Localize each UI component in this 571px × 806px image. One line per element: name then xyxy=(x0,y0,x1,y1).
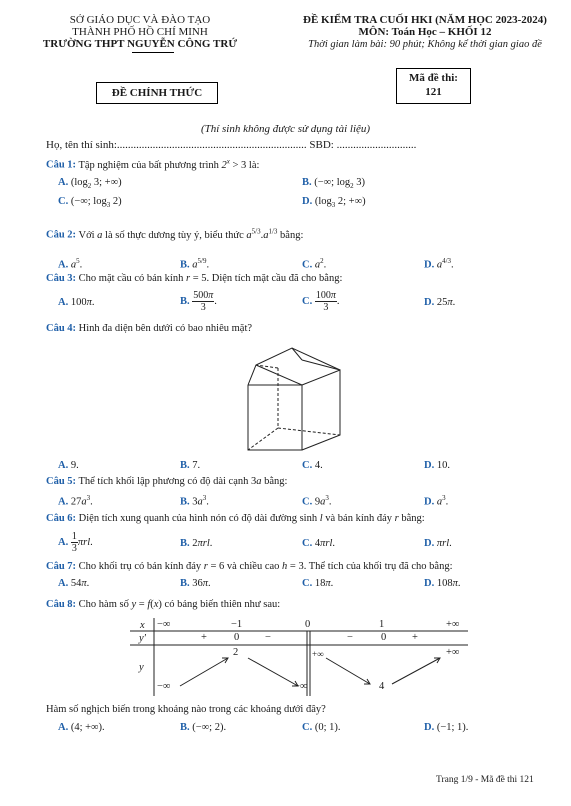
no-materials-note: (Thí sinh không được sử dụng tài liệu) xyxy=(200,123,371,135)
q5-option-c[interactable]: C. $9a^3$. xyxy=(302,494,332,508)
question-5 xyxy=(46,476,287,487)
question-8 xyxy=(46,599,280,610)
q8-text: Cho hàm số y = f(x) có bảng biến thiên như sau: xyxy=(78,599,281,610)
q4-option-b[interactable]: B. 7. xyxy=(180,460,201,471)
exam-code-value: 121 xyxy=(425,86,442,98)
q7-text: Cho khối trụ có bán kính đáy r = 6 và chiều cao h = 3. Thể tích của khối trụ đã cho bằng: xyxy=(78,561,453,572)
q3-option-a[interactable]: A. 100π. xyxy=(58,297,95,308)
q4-option-a[interactable]: A. 9. xyxy=(58,460,79,471)
q1-option-b[interactable]: B. (−∞; $\log_2 3$) xyxy=(302,177,366,191)
q1-option-d[interactable]: D. ($\log_3$ 2; +∞) xyxy=(302,196,366,210)
q8-option-d[interactable]: D. (−1; 1). xyxy=(424,722,469,733)
exam-code-label: Mã đề thi: xyxy=(409,72,458,84)
q4-label: Câu 4: xyxy=(46,323,77,334)
vt-label-y: y xyxy=(139,662,144,673)
q1-label: Câu 1: xyxy=(46,159,77,171)
q8-label: Câu 8: xyxy=(46,599,77,610)
q7-option-c[interactable]: C. 18π. xyxy=(302,578,334,589)
vt-x-neg-inf: −∞ xyxy=(157,619,171,630)
q7-option-b[interactable]: B. 36π. xyxy=(180,578,211,589)
q6-option-c[interactable]: C. 4πrl. xyxy=(302,538,335,549)
vt-sign-6: + xyxy=(412,632,418,643)
vt-sign-4: − xyxy=(347,632,353,643)
question-3 xyxy=(46,273,342,284)
q5-option-b[interactable]: B. $3a^3$. xyxy=(180,494,209,508)
vt-y-4: 4 xyxy=(379,681,385,692)
polyhedron-figure xyxy=(240,340,350,455)
q1-option-a[interactable]: A. ($\log_2$ 3; +∞) xyxy=(58,177,122,191)
q8-option-a[interactable]: A. (4; +∞). xyxy=(58,722,105,733)
vt-sign-5: 0 xyxy=(381,632,387,643)
q2-label: Câu 2: xyxy=(46,229,77,241)
q3-option-b[interactable]: B. $\frac{500\pi}{3}$ . xyxy=(180,290,217,313)
official-badge: ĐỀ CHÍNH THỨC xyxy=(96,82,218,104)
vt-y-neg-inf: −∞ xyxy=(157,681,171,692)
q6-option-b[interactable]: B. 2πrl. xyxy=(180,538,213,549)
vt-x-minus1: −1 xyxy=(231,619,243,630)
q6-text: Diện tích xung quanh của hình nón có độ dài đường sinh l và bán kính đáy r bằng: xyxy=(78,513,425,524)
vt-sign-3: − xyxy=(265,632,271,643)
question-7 xyxy=(46,561,453,572)
question-2 xyxy=(46,227,303,241)
time-note: Thời gian làm bài: 90 phút; Không kể thời gian giao đề xyxy=(308,39,542,50)
q2-option-b[interactable]: B. $a^{5/9}$. xyxy=(180,257,210,271)
vt-y-pos-inf-2: +∞ xyxy=(446,647,460,658)
q5-option-a[interactable]: A. $27a^3$. xyxy=(58,494,93,508)
vt-x-1: 1 xyxy=(379,619,385,630)
vt-x-pos-inf: +∞ xyxy=(446,619,460,630)
q2-option-d[interactable]: D. $a^{4/3}$. xyxy=(424,257,454,271)
vt-x-0: 0 xyxy=(305,619,311,630)
question-1 xyxy=(46,157,259,171)
q2-option-c[interactable]: C. $a^2$. xyxy=(302,257,327,271)
q6-option-a[interactable]: A. $\frac{1}{3}$ πrl. xyxy=(58,531,93,554)
vt-sign-2: 0 xyxy=(234,632,240,643)
q5-option-d[interactable]: D. $a^3$. xyxy=(424,494,449,508)
q4-option-d[interactable]: D. 10. xyxy=(424,460,450,471)
question-6 xyxy=(46,513,425,524)
q2-text: Với a là số thực dương tùy ý, biểu thức $a^{5/3}.a^{1/3}$ bằng: xyxy=(78,227,304,241)
q2-option-a[interactable]: A. $a^5$. xyxy=(58,257,83,271)
vt-y-neg-inf-2: −∞ xyxy=(294,681,308,692)
q6-label: Câu 6: xyxy=(46,513,77,524)
q1-text: Tập nghiệm của bất phương trình $2^x > 3$ là: xyxy=(78,157,260,171)
student-info-line: Họ, tên thí sinh:..................................................................... SBD: ............................. xyxy=(46,139,417,151)
q6-option-d[interactable]: D. πrl. xyxy=(424,538,452,549)
page-footer: Trang 1/9 - Mã đề thi 121 xyxy=(436,775,534,785)
q1-option-c[interactable]: C. (−∞; $\log_3 2$) xyxy=(58,196,122,210)
vt-y-2: 2 xyxy=(233,647,239,658)
q8-followup: Hàm số nghịch biến trong khoảng nào trong các khoảng dưới đây? xyxy=(46,704,326,715)
q3-option-c[interactable]: C. $\frac{100\pi}{3}$ . xyxy=(302,290,340,313)
q3-label: Câu 3: xyxy=(46,273,77,284)
subject-line: MÔN: Toán Học – KHỐI 12 xyxy=(358,26,492,38)
q7-option-d[interactable]: D. 108π. xyxy=(424,578,461,589)
dept-line2: THÀNH PHỐ HỒ CHÍ MINH xyxy=(72,26,208,38)
q4-text: Hình đa diện bên dưới có bao nhiêu mặt? xyxy=(78,323,253,334)
q7-label: Câu 7: xyxy=(46,561,77,572)
vt-label-yprime: y' xyxy=(139,633,146,644)
school-underline xyxy=(132,52,174,53)
q5-label: Câu 5: xyxy=(46,476,77,487)
exam-code-box xyxy=(396,68,471,104)
q4-option-c[interactable]: C. 4. xyxy=(302,460,323,471)
q8-option-b[interactable]: B. (−∞; 2). xyxy=(180,722,227,733)
vt-label-x: x xyxy=(140,620,145,631)
exam-title: ĐỀ KIỂM TRA CUỐI HKI (NĂM HỌC 2023-2024) xyxy=(303,14,547,26)
dept-line1: SỞ GIÁO DỤC VÀ ĐÀO TẠO xyxy=(69,14,211,26)
q3-text: Cho mặt cầu có bán kính r = 5. Diện tích mặt cầu đã cho bằng: xyxy=(78,273,343,284)
school-name: TRƯỜNG THPT NGUYỄN CÔNG TRỨ xyxy=(42,38,238,50)
q8-option-c[interactable]: C. (0; 1). xyxy=(302,722,341,733)
question-4 xyxy=(46,323,252,334)
q7-option-a[interactable]: A. 54π. xyxy=(58,578,90,589)
vt-sign-1: + xyxy=(201,632,207,643)
vt-y-pos-inf: +∞ xyxy=(312,649,324,659)
q5-text: Thể tích khối lập phương có độ dài cạnh 3a bằng: xyxy=(78,476,288,487)
q3-option-d[interactable]: D. 25π. xyxy=(424,297,456,308)
